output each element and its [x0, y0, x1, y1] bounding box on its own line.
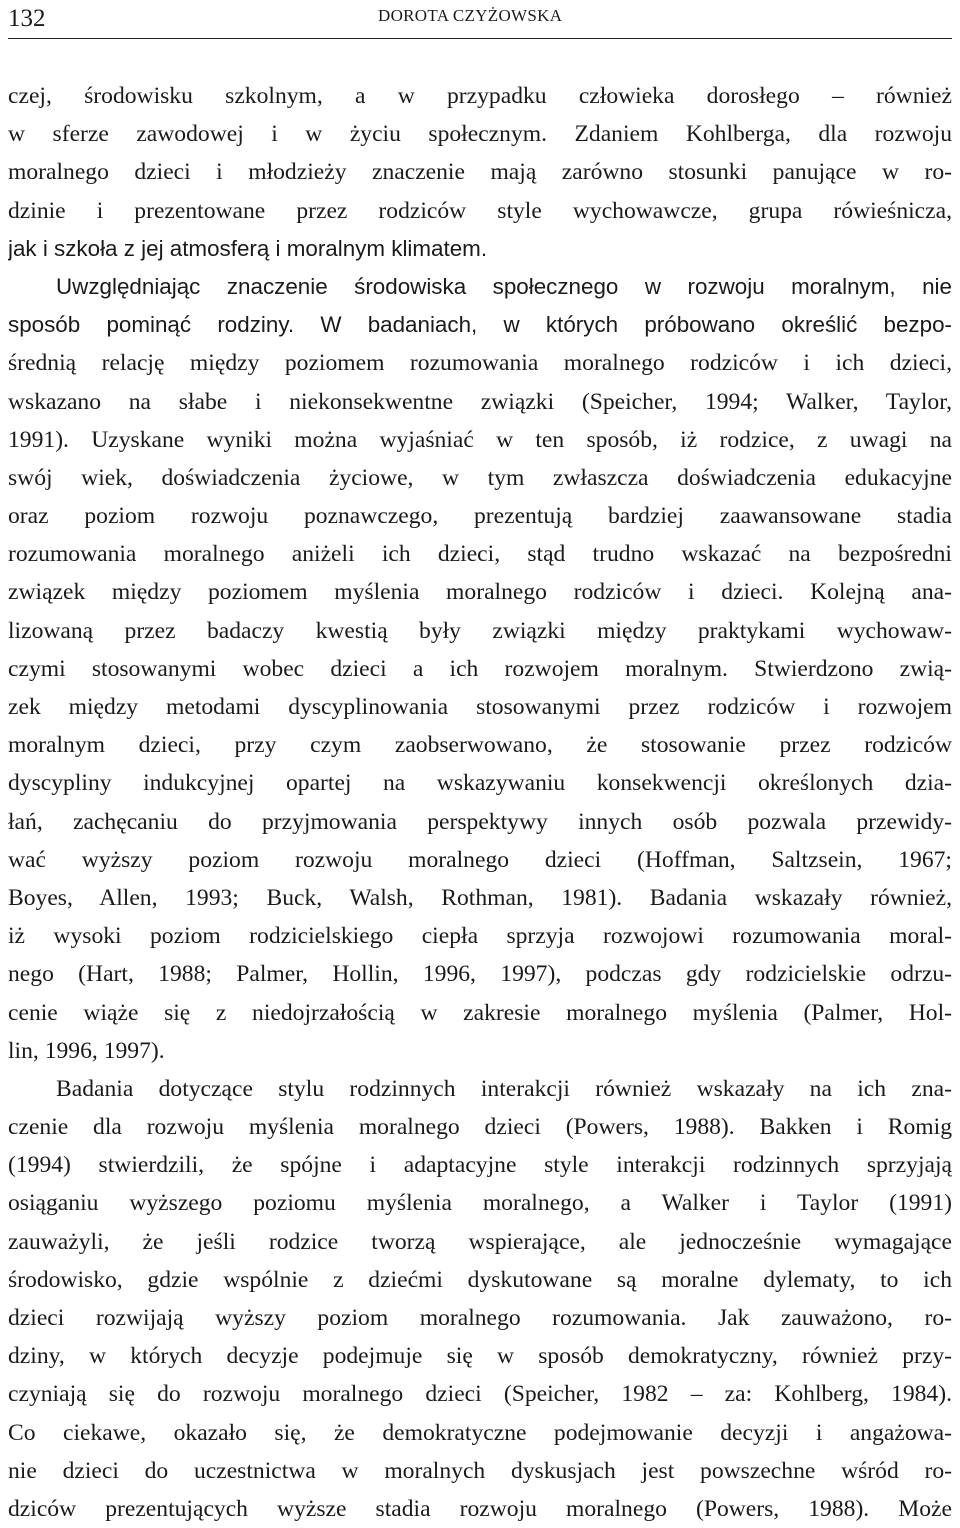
- text-line: jak i szkoła z jej atmosferą i moralnym klimatem.: [8, 235, 488, 261]
- text-line: czyniają się do rozwoju moralnego dzieci (Speicher, 1982 – za: Kohlberg, 1984).: [8, 1381, 952, 1408]
- text-line: Uwzględniając znaczenie środowiska społecznego w rozwoju moralnym, nie: [56, 273, 952, 299]
- text-line: Co ciekawe, okazało się, że demokratyczne podejmowanie decyzji i angażowa-: [8, 1419, 952, 1446]
- text-line: wskazano na słabe i niekonsekwentne związki (Speicher, 1994; Walker, Taylor,: [8, 388, 952, 415]
- text-line: środowisko, gdzie wspólnie z dziećmi dyskutowane są moralne dylematy, to ich: [8, 1266, 952, 1293]
- text-line: dziny, w których decyzje podejmuje się w sposób demokratyczny, również przy-: [8, 1343, 952, 1370]
- text-line: Boyes, Allen, 1993; Buck, Walsh, Rothman, 1981). Badania wskazały również,: [8, 884, 952, 911]
- text-line: lin, 1996, 1997).: [8, 1037, 165, 1064]
- text-line: czenie dla rozwoju myślenia moralnego dzieci (Powers, 1988). Bakken i Romig: [8, 1114, 952, 1141]
- text-line: osiąganiu wyższego poziomu myślenia moralnego, a Walker i Taylor (1991): [8, 1190, 952, 1217]
- body-text: [8, 77, 952, 1528]
- text-line: 1991). Uzyskane wyniki można wyjaśniać w ten sposób, iż rodzice, z uwagi na: [8, 426, 952, 453]
- running-header: [8, 0, 952, 39]
- text-line: dyscypliny indukcyjnej opartej na wskazywaniu konsekwencji określonych dzia-: [8, 770, 952, 797]
- running-header-author: DOROTA CZYŻOWSKA: [378, 6, 563, 25]
- text-line: średnią relację między poziomem rozumowania moralnego rodziców i ich dzieci,: [8, 350, 952, 377]
- text-line: (1994) stwierdzili, że spójne i adaptacyjne style interakcji rodzinnych sprzyjają: [8, 1152, 952, 1179]
- text-line: wać wyższy poziom rozwoju moralnego dzieci (Hoffman, Saltzsein, 1967;: [8, 846, 952, 873]
- text-line: lizowaną przez badaczy kwestią były związki między praktykami wychowaw-: [8, 617, 952, 644]
- text-line: dziców prezentujących wyższe stadia rozwoju moralnego (Powers, 1988). Może: [8, 1495, 952, 1522]
- text-line: związek między poziomem myślenia moralnego rodziców i dzieci. Kolejną ana-: [8, 579, 952, 606]
- page-number: 132: [8, 5, 46, 32]
- text-line: moralnego dzieci i młodzieży znaczenie mają zarówno stosunki panujące w ro-: [8, 159, 952, 186]
- text-line: zek między metodami dyscyplinowania stosowanymi przez rodziców i rozwojem: [8, 694, 952, 720]
- text-line: oraz poziom rozwoju poznawczego, prezentują bardziej zaawansowane stadia: [8, 503, 952, 530]
- text-line: cenie wiąże się z niedojrzałością w zakresie moralnego myślenia (Palmer, Hol-: [8, 999, 952, 1026]
- text-line: w sferze zawodowej i w życiu społecznym. Zdaniem Kohlberga, dla rozwoju: [8, 121, 952, 148]
- text-line: Badania dotyczące stylu rodzinnych interakcji również wskazały na ich zna-: [56, 1075, 952, 1102]
- text-line: dzinie i prezentowane przez rodziców style wychowawcze, grupa rówieśnicza,: [8, 197, 952, 224]
- text-line: rozumowania moralnego aniżeli ich dzieci, stąd trudno wskazać na bezpośredni: [8, 541, 952, 568]
- text-line: nego (Hart, 1988; Palmer, Hollin, 1996, 1997), podczas gdy rodzicielskie odrzu-: [8, 961, 952, 988]
- text-line: czej, środowisku szkolnym, a w przypadku człowieka dorosłego – również: [8, 83, 952, 109]
- text-line: czymi stosowanymi wobec dzieci a ich rozwojem moralnym. Stwierdzono zwią-: [8, 655, 952, 682]
- text-line: moralnym dzieci, przy czym zaobserwowano, że stosowanie przez rodziców: [8, 732, 952, 759]
- text-line: sposób pominąć rodziny. W badaniach, w których próbowano określić bezpo-: [8, 312, 952, 338]
- text-line: łań, zachęcaniu do przyjmowania perspektywy innych osób pozwala przewidy-: [8, 808, 952, 835]
- text-line: iż wysoki poziom rodzicielskiego ciepła sprzyja rozwojowi rozumowania moral-: [8, 923, 952, 950]
- text-line: zauważyli, że jeśli rodzice tworzą wspierające, ale jednocześnie wymagające: [8, 1228, 952, 1255]
- text-line: swój wiek, doświadczenia życiowe, w tym zwłaszcza doświadczenia edukacyjne: [8, 464, 952, 491]
- text-line: nie dzieci do uczestnictwa w moralnych dyskusjach jest powszechne wśród ro-: [8, 1457, 952, 1484]
- text-line: dzieci rozwijają wyższy poziom moralnego rozumowania. Jak zauważono, ro-: [8, 1305, 952, 1331]
